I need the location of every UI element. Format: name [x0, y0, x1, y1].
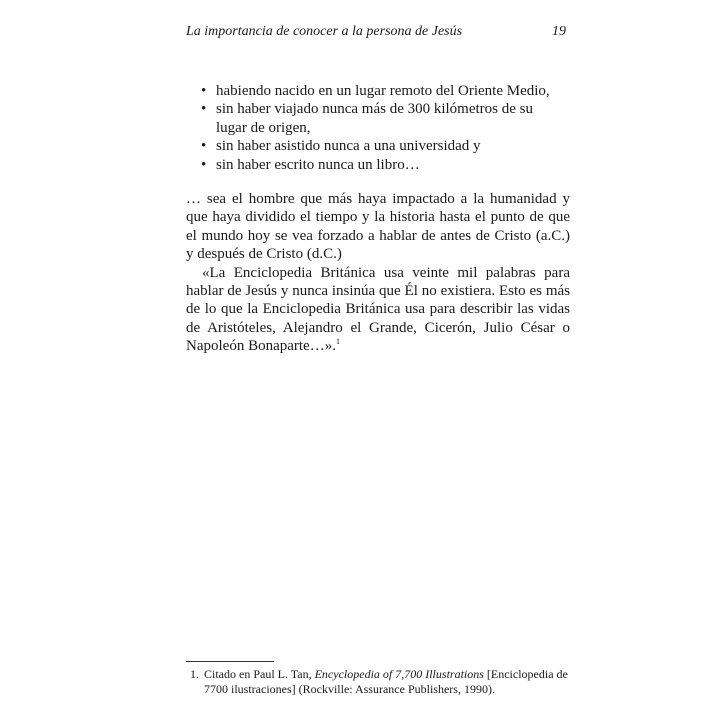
- footnote-book-title: Encyclopedia of 7,700 Illustrations: [314, 667, 484, 681]
- list-item: [186, 100, 570, 137]
- footnote-number: 1.: [190, 667, 199, 681]
- list-item: [186, 137, 570, 155]
- list-item: [186, 82, 570, 100]
- bullet-icon: •: [201, 101, 207, 118]
- footnote-prefix: Citado en Paul L. Tan,: [204, 667, 312, 681]
- footnote-divider: [186, 661, 274, 662]
- list-item-text: sin haber viajado nunca más de 300 kilómetros de su lugar de origen,: [216, 101, 534, 136]
- running-head: [186, 24, 570, 44]
- paragraph-text: … sea el hombre que más haya impactado a la humanidad y que haya dividido el tiempo y la historia hasta el punto de que el mundo hoy se vea forzado a hablar de antes de Cristo (a.C.) y después de Cristo (d.C.): [186, 191, 570, 263]
- footnote-reference[interactable]: 1: [335, 337, 340, 347]
- bullet-list: [186, 82, 570, 174]
- footnote-suffix: [Enciclopedia de 7700 ilustraciones] (Rockville: Assurance Publishers, 1990).: [204, 667, 568, 696]
- footnote: [186, 667, 570, 697]
- paragraph: [186, 264, 570, 356]
- running-title: La importancia de conocer a la persona de Jesús: [186, 24, 463, 39]
- list-item-text: habiendo nacido en un lugar remoto del Oriente Medio,: [216, 83, 550, 99]
- quotation-text: «La Enciclopedia Británica usa veinte mil palabras para hablar de Jesús y nunca insinúa que Él no existiera. Esto es más de lo que la Enciclopedia Británica usa para describir las vidas de Aristóteles, Alejandro el Grande, Cicerón, Julio César o Napoleón Bonaparte…».: [186, 264, 570, 355]
- list-item-text: sin haber asistido nunca a una universidad y: [216, 138, 481, 155]
- bullet-icon: •: [201, 138, 207, 155]
- page-number: 19: [552, 24, 566, 39]
- body-text: [186, 190, 570, 356]
- bullet-icon: •: [201, 83, 207, 99]
- bullet-icon: •: [201, 156, 207, 173]
- list-item: [186, 156, 570, 174]
- paragraph: [186, 190, 570, 264]
- list-item-text: sin haber escrito nunca un libro…: [216, 156, 420, 173]
- footnote-text: [204, 667, 570, 697]
